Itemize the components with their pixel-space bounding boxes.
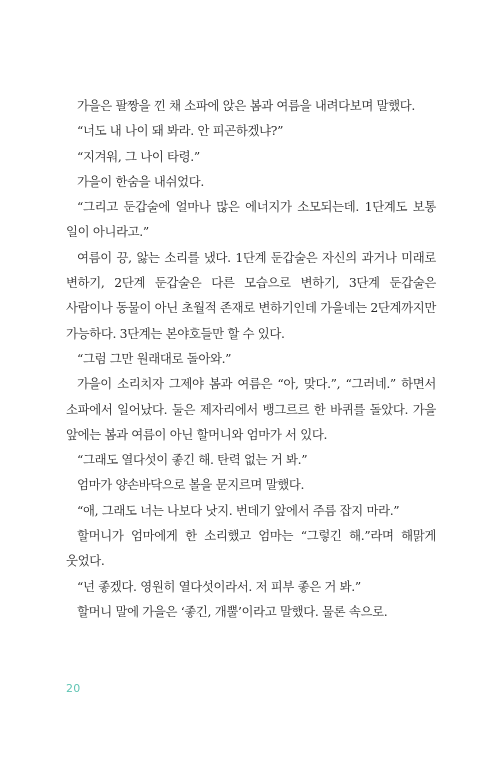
paragraph: “그래도 열다섯이 좋긴 해. 탄력 없는 거 봐.” [77,452,308,468]
body-text [66,93,436,624]
paragraph: 가을이 소리치자 그제야 봄과 여름은 “아, 맞다.”, “그러네.” 하면서 소파에서 일어났다. 둘은 제자리에서 뱅그르르 한 바퀴를 돌았다. 가을 앞에는 봄과 여름이 아닌 할머니와 엄마가 서 있다. [66,376,436,442]
paragraph: 가을이 한숨을 내쉬었다. [77,173,204,189]
paragraph: 여름이 끙, 앓는 소리를 냈다. 1단계 둔갑술은 자신의 과거나 미래로 변하기, 2단계 둔갑술은 다른 모습으로 변하기, 3단계 둔갑술은 사람이나 동물이 아닌 초월적 존재로 변하기인데 가을네는 2단계까지만 가능하다. 3단계는 본야호들만 할 수 있다. [66,249,436,341]
paragraph: “지겨워, 그 나이 타령.” [77,148,200,164]
paragraph: 가을은 팔짱을 낀 채 소파에 앉은 봄과 여름을 내려다보며 말했다. [77,98,415,113]
paragraph: “그럼 그만 원래대로 돌아와.” [77,350,232,366]
paragraph: 할머니 말에 가을은 ‘좋긴, 개뿔’이라고 말했다. 물론 속으로. [77,603,388,619]
paragraph: “너도 내 나이 돼 봐라. 안 피곤하겠냐?” [77,123,284,139]
page-number: 20 [66,682,81,695]
paragraph: “넌 좋겠다. 영원히 열다섯이라서. 저 피부 좋은 거 봐.” [77,578,361,594]
paragraph: “그리고 둔갑술에 얼마나 많은 에너지가 소모되는데. 1단계도 보통 일이 아니라고.” [66,199,436,240]
paragraph: “애, 그래도 너는 나보다 낫지. 번데기 앞에서 주름 잡지 마라.” [77,502,400,518]
paragraph: 할머니가 엄마에게 한 소리했고 엄마는 “그렇긴 해.”라며 해맑게 웃었다. [66,528,436,569]
paragraph: 엄마가 양손바닥으로 볼을 문지르며 말했다. [77,477,305,493]
